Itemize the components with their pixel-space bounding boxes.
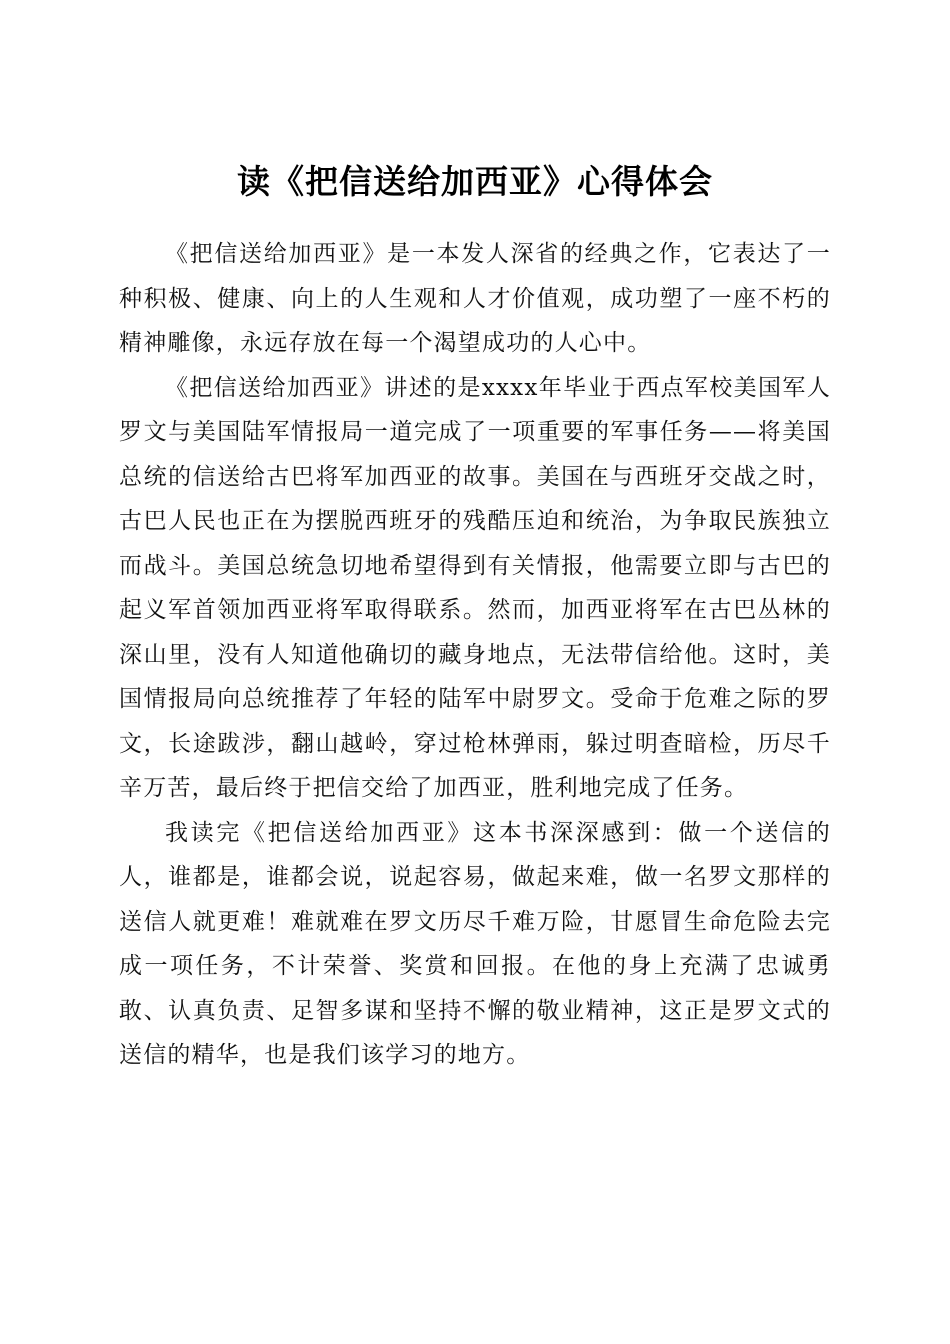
document-body: [119, 232, 831, 1078]
paragraph-3: 我读完《把信送给加西亚》这本书深深感到：做一个送信的人，谁都是，谁都会说，说起容易，做起来难，做一名罗文那样的送信人就更难！难就难在罗文历尽千难万险，甘愿冒生命危险去完成一项任务，不计荣誉、奖赏和回报。在他的身上充满了忠诚勇敢、认真负责、足智多谋和坚持不懈的敬业精神，这正是罗文式的送信的精华，也是我们该学习的地方。: [119, 819, 831, 1068]
paragraph-2: 《把信送给加西亚》讲述的是xxxx年毕业于西点军校美国军人罗文与美国陆军情报局一道完成了一项重要的军事任务——将美国总统的信送给古巴将军加西亚的故事。美国在与西班牙交战之时，古巴人民也正在为摆脱西班牙的残酷压迫和统治，为争取民族独立而战斗。美国总统急切地希望得到有关情报，他需要立即与古巴的起义军首领加西亚将军取得联系。然而，加西亚将军在古巴丛林的深山里，没有人知道他确切的藏身地点，无法带信给他。这时，美国情报局向总统推荐了年轻的陆军中尉罗文。受命于危难之际的罗文，长途跋涉，翻山越岭，穿过枪林弹雨，躲过明查暗检，历尽千辛万苦，最后终于把信交给了加西亚，胜利地完成了任务。: [119, 374, 831, 801]
paragraph-1: 《把信送给加西亚》是一本发人深省的经典之作，它表达了一种积极、健康、向上的人生观和人才价值观，成功塑了一座不朽的精神雕像，永远存放在每一个渴望成功的人心中。: [119, 241, 831, 356]
document-title: 读《把信送给加西亚》心得体会: [237, 162, 713, 202]
